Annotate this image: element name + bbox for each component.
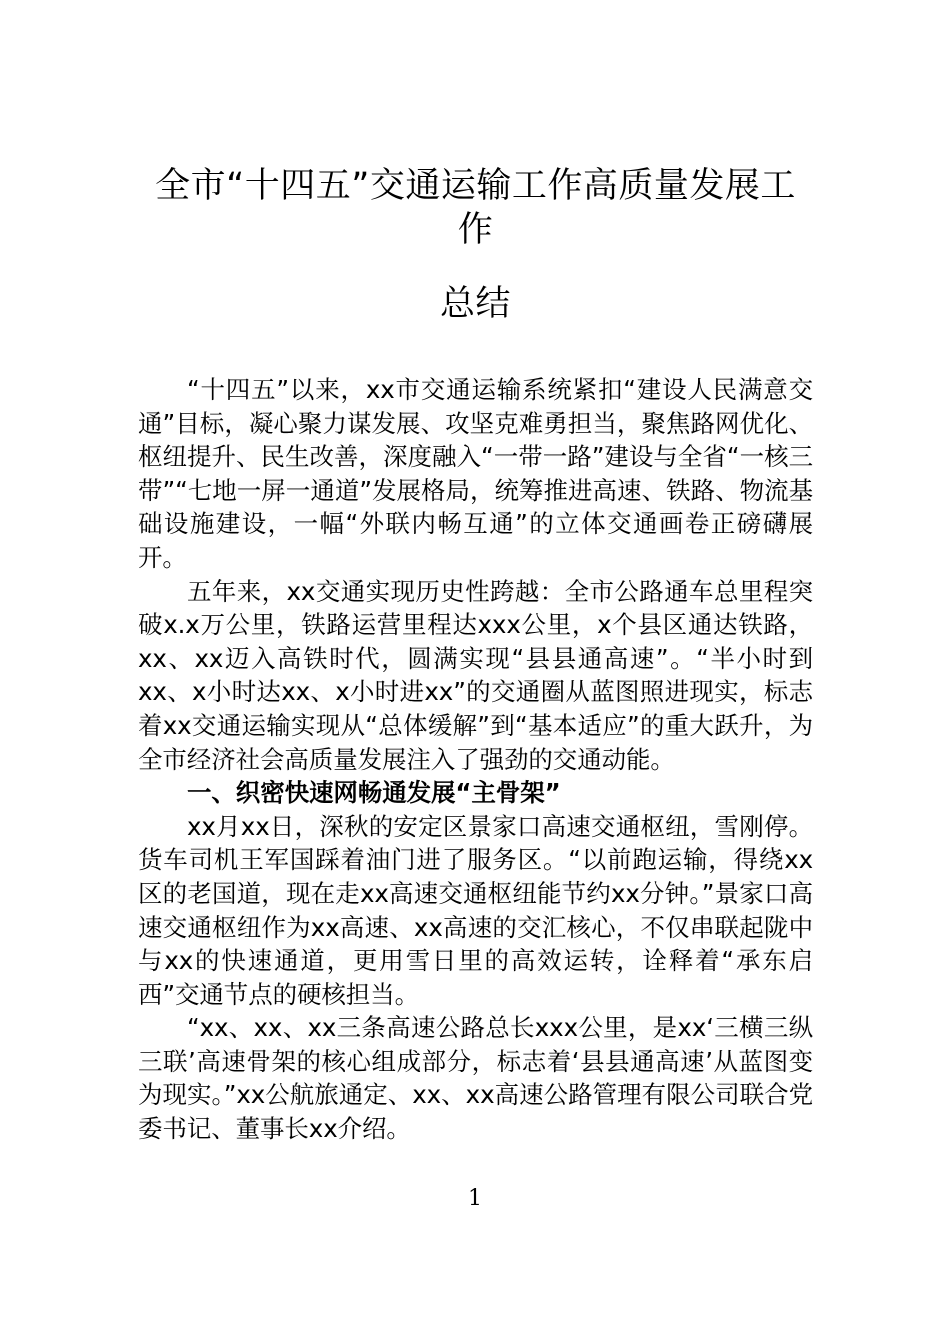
section-heading-one: 一、织密快速网畅通发展“主骨架”: [187, 778, 561, 808]
paragraph-achievements: 五年来，xx交通实现历史性跨越：全市公路通车总里程突破x.x万公里，铁路运营里程达xxx公里，x个县区通达铁路，xx、xx迈入高铁时代，圆满实现“县县通高速”。“半小时到xx、x小时达xx、x小时进xx”的交通圈从蓝图照进现实，标志着xx交通运输实现从“总体缓解”到“基本适应”的重大跃升，为全市经济社会高质量发展注入了强劲的交通动能。: [138, 576, 813, 774]
paragraph-hub-story: xx月xx日，深秋的安定区景家口高速交通枢纽，雪刚停。货车司机王军国踩着油门进了服务区。“以前跑运输，得绕xx区的老国道，现在走xx高速交通枢纽能节约xx分钟。”景家口高速交通枢纽作为xx高速、xx高速的交汇核心，不仅串联起陇中与xx的快速通道，更用雪日里的高效运转，诠释着“承东启西”交通节点的硬核担当。: [138, 811, 813, 1009]
page-title-line-2: 总结: [439, 284, 511, 324]
page-title: [138, 0, 813, 326]
page-title-line-1: 全市“十四五”交通运输工作高质量发展工作: [155, 166, 796, 250]
paragraph-expressway-quote: “xx、xx、xx三条高速公路总长xxx公里，是xx‘三横三纵三联’高速骨架的核心组成部分，标志着‘县县通高速’从蓝图变为现实。”xx公航旅通定、xx、xx高速公路管理有限公司联合党委书记、董事长xx介绍。: [138, 1013, 813, 1144]
document-body: [138, 0, 813, 1146]
paragraph-intro: “十四五”以来，xx市交通运输系统紧扣“建设人民满意交通”目标，凝心聚力谋发展、攻坚克难勇担当，聚焦路网优化、枢纽提升、民生改善，深度融入“一带一路”建设与全省“一核三带”“七地一屏一通道”发展格局，统筹推进高速、铁路、物流基础设施建设，一幅“外联内畅互通”的立体交通画卷正磅礴展开。: [138, 375, 813, 572]
page-number: 1: [468, 1186, 482, 1211]
